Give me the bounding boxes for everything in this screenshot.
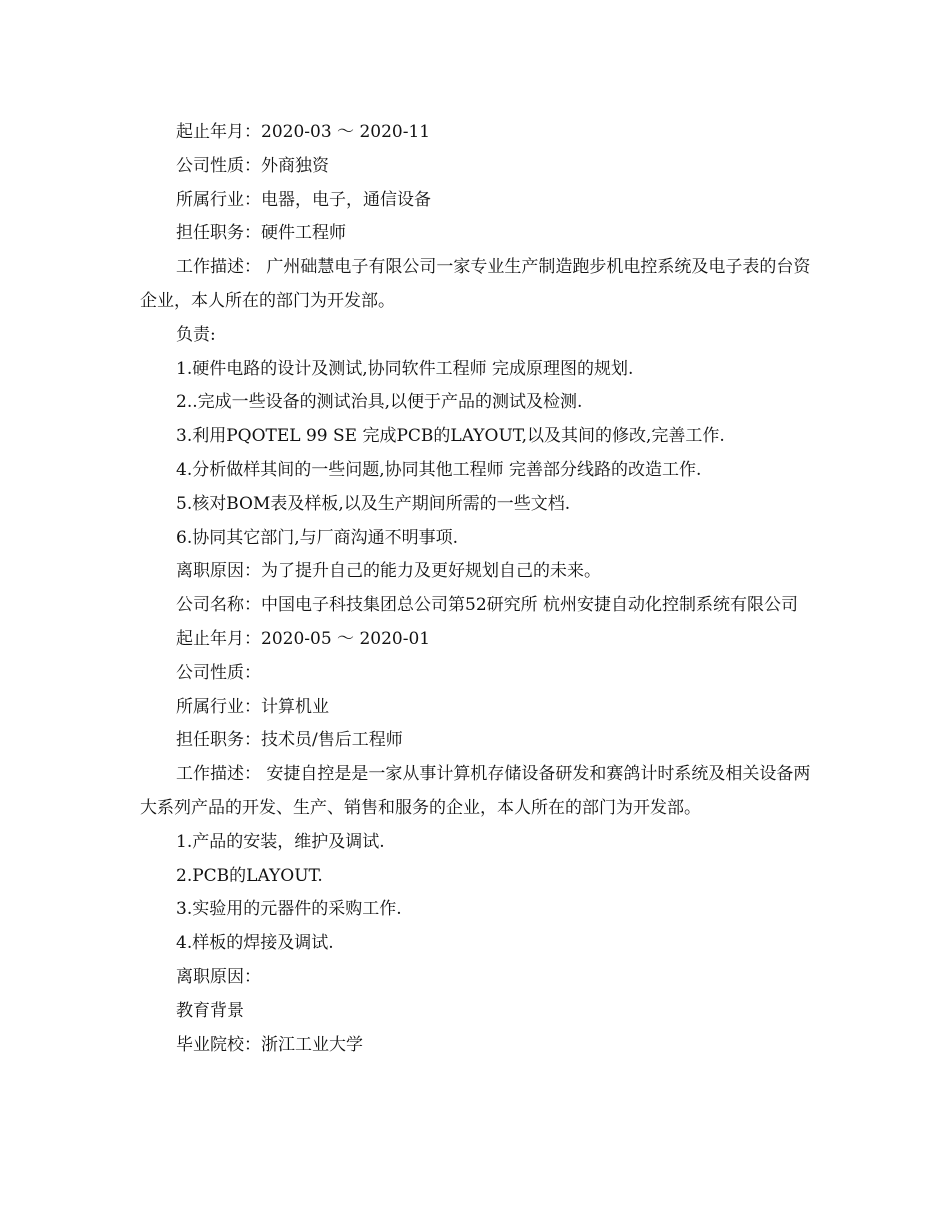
responsibilities-heading: 负责: [176, 324, 216, 345]
graduate-school: 毕业院校：浙江工业大学 [176, 1034, 363, 1055]
work-period-2: 起止年月：2020-05 ～ 2020-01 [176, 628, 431, 649]
industry-1: 所属行业：电器，电子，通信设备 [176, 189, 431, 210]
leave-reason-1: 离职原因：为了提升自己的能力及更好规划自己的未来。 [176, 561, 601, 582]
duty-item: 1.产品的安装，维护及调试. [176, 831, 385, 852]
duty-item: 3.实验用的元器件的采购工作. [176, 899, 402, 920]
responsibility-item: 3.利用PQOTEL 99 SE 完成PCB的LAYOUT,以及其间的修改,完善工作. [176, 426, 725, 447]
responsibility-item: 2..完成一些设备的测试治具,以便于产品的测试及检测. [176, 392, 583, 413]
duty-item: 2.PCB的LAYOUT. [176, 865, 323, 886]
job-description-2: 工作描述： 安捷自控是是一家从事计算机存储设备研发和赛鸽计时系统及相关设备两大系列产品的开发、生产、销售和服务的企业，本人所在的部门为开发部。 [140, 764, 811, 818]
company-type-1: 公司性质：外商独资 [176, 155, 329, 176]
company-name-2: 公司名称：中国电子科技集团总公司第52研究所 杭州安捷自动化控制系统有限公司 [176, 595, 799, 616]
job-description-1: 工作描述： 广州础慧电子有限公司一家专业生产制造跑步机电控系统及电子表的台资企业，本人所在的部门为开发部。 [140, 257, 811, 311]
responsibility-item: 6.协同其它部门,与厂商沟通不明事项. [176, 527, 459, 548]
position-2: 担任职务：技术员/售后工程师 [176, 730, 403, 751]
duty-item: 4.样板的焊接及调试. [176, 933, 334, 954]
industry-2: 所属行业：计算机业 [176, 696, 329, 717]
responsibility-item: 5.核对BOM表及样板,以及生产期间所需的一些文档. [176, 493, 571, 514]
responsibility-item: 4.分析做样其间的一些问题,协同其他工程师 完善部分线路的改造工作. [176, 459, 702, 480]
resume-body [140, 116, 820, 1062]
leave-reason-2: 离职原因： [176, 966, 261, 987]
company-type-2: 公司性质： [176, 662, 261, 683]
work-period-1: 起止年月：2020-03 ～ 2020-11 [176, 122, 431, 142]
position-1: 担任职务：硬件工程师 [176, 223, 346, 244]
responsibility-item: 1.硬件电路的设计及测试,协同软件工程师 完成原理图的规划. [176, 358, 634, 379]
education-heading: 教育背景 [176, 1000, 244, 1021]
